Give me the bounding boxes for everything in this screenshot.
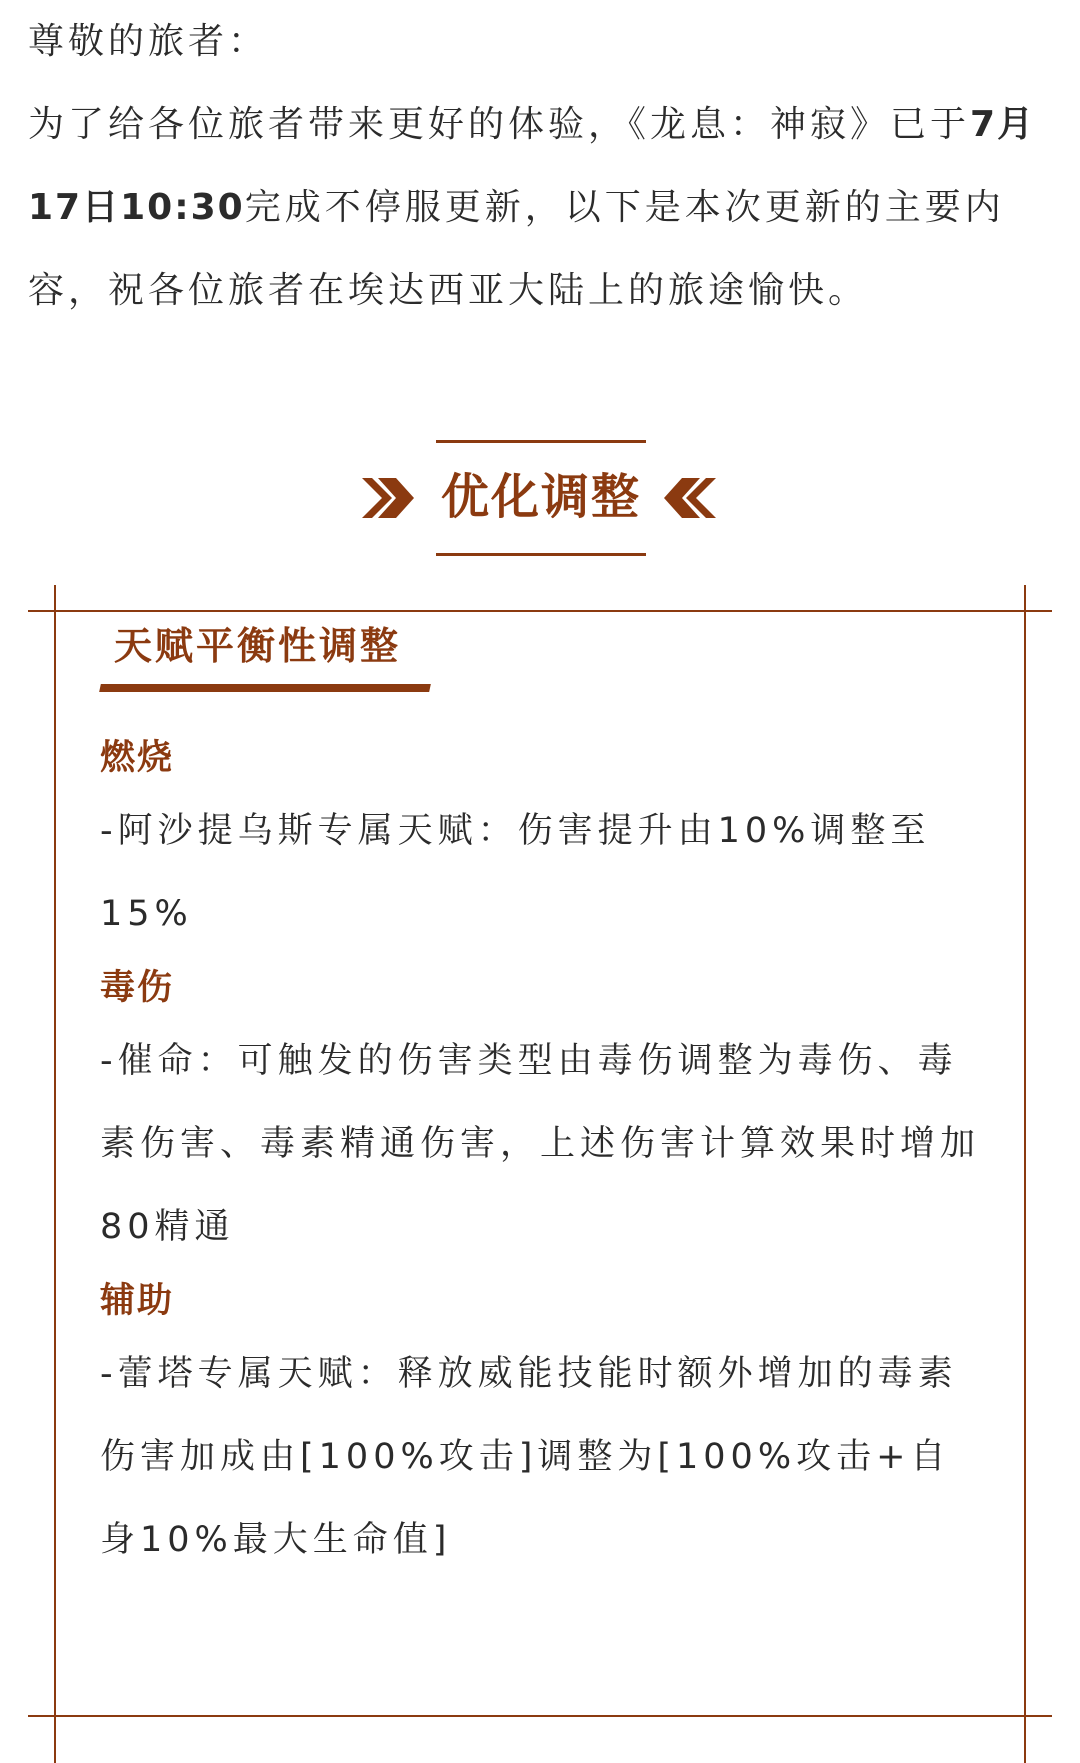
group-burn — [100, 726, 980, 956]
category-label: 燃烧 — [100, 738, 175, 778]
intro-text-b: 完成不停服更新，以下是本次更新的主要内容，祝各位旅者在埃达西亚大陆上的旅途愉快。 — [28, 187, 1005, 311]
section-title: 优化调整 — [440, 469, 641, 525]
frame-bottom-line — [28, 1715, 1052, 1717]
intro-paragraph — [28, 83, 1058, 332]
header-rule-bottom — [436, 553, 646, 556]
content-box — [100, 610, 980, 1582]
category-label: 毒伤 — [100, 968, 175, 1008]
category-label: 辅助 — [100, 1281, 175, 1321]
change-item: -催命：可触发的伤害类型由毒伤调整为毒伤、毒素伤害、毒素精通伤害，上述伤害计算效果时增加80精通 — [100, 1041, 981, 1247]
intro-text — [28, 0, 1058, 332]
section-header — [0, 440, 1080, 556]
arrow-right-icon — [362, 478, 414, 518]
greeting: 尊敬的旅者： — [28, 21, 269, 62]
change-item: -蕾塔专属天赋：释放威能技能时额外增加的毒素伤害加成由[100%攻击]调整为[100%攻击+自身10%最大生命值] — [100, 1354, 958, 1560]
subsection-title: 天赋平衡性调整 — [114, 624, 402, 668]
subsection-underline — [99, 684, 431, 692]
intro-text-a: 为了给各位旅者带来更好的体验，《龙息：神寂》已于 — [28, 104, 971, 145]
frame-left-line — [54, 585, 56, 1763]
arrow-left-icon — [664, 478, 716, 518]
update-date: 7月17日10:30 — [28, 104, 1036, 228]
frame-right-line — [1024, 585, 1026, 1763]
header-rule-top — [436, 440, 646, 443]
group-support — [100, 1269, 980, 1582]
change-item: -阿沙提乌斯专属天赋：伤害提升由10%调整至15% — [100, 811, 931, 934]
group-poison — [100, 956, 980, 1269]
